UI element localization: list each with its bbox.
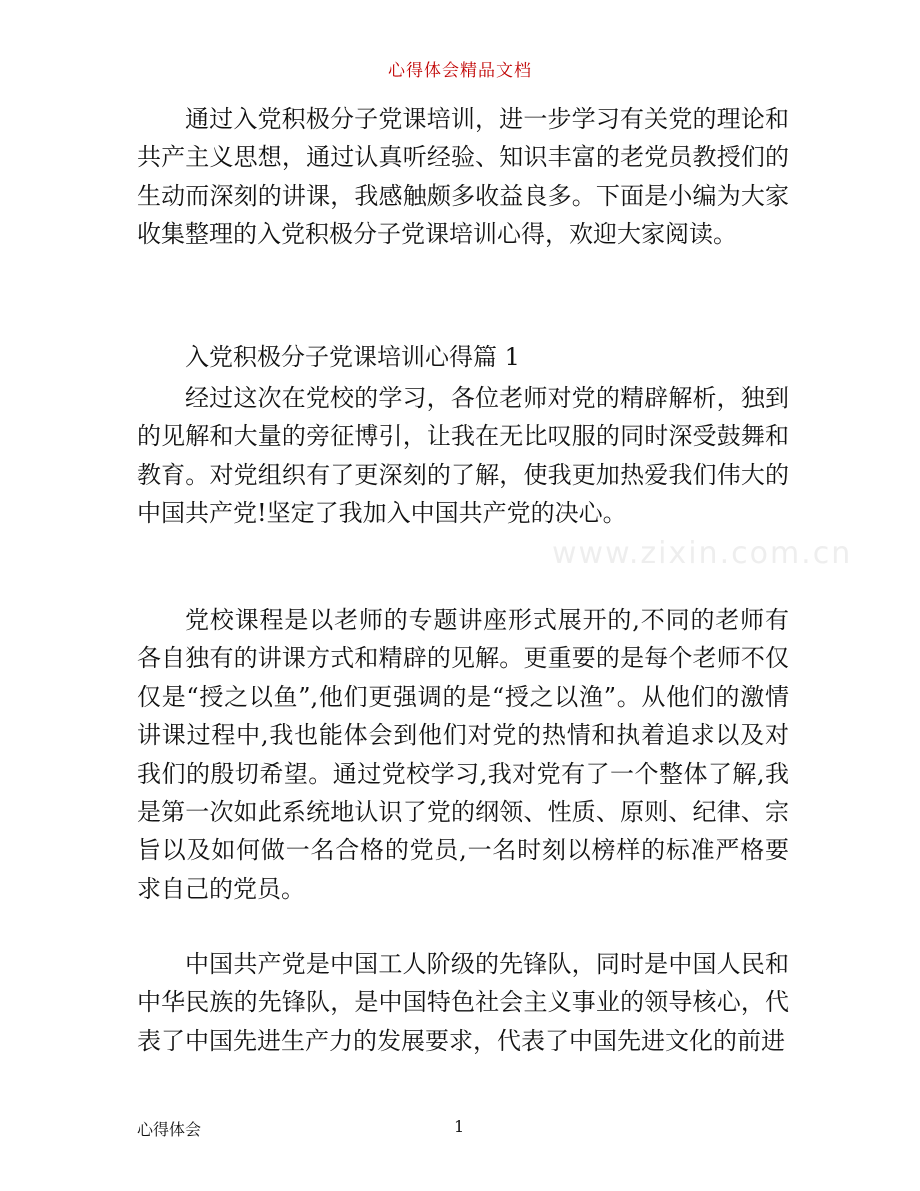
body-paragraph-2: 党校课程是以老师的专题讲座形式展开的,不同的老师有各自独有的讲课方式和精辟的见解。更重要的是每个老师不仅仅是“授之以鱼”,他们更强调的是“授之以渔”。从他们的激情讲课过程中,我也能体会到他们对党的热情和执着追求以及对我们的殷切希望。通过党校学习,我对党有了一个整体了解,我是第一次如此系统地认识了党的纲领、性质、原则、纪律、宗旨以及如何做一名合格的党员,一名时刻以榜样的标准严格要求自己的党员。 [137, 606, 789, 903]
intro-paragraph: 通过入党积极分子党课培训，进一步学习有关党的理论和共产主义思想，通过认真听经验、知识丰富的老党员教授们的生动而深刻的讲课，我感触颇多收益良多。下面是小编为大家收集整理的入党积极分子党课培训心得，欢迎大家阅读。 [137, 105, 789, 249]
section-heading: 入党积极分子党课培训心得篇 1 [185, 343, 520, 371]
page-number: 1 [454, 1117, 465, 1136]
footer-label: 心得体会 [137, 1120, 202, 1139]
body-paragraph-1: 经过这次在党校的学习，各位老师对党的精辟解析，独到的见解和大量的旁征博引，让我在无比叹服的同时深受鼓舞和教育。对党组织有了更深刻的了解，使我更加热爱我们伟大的中国共产党!坚定了我加入中国共产党的决心。 [137, 384, 789, 528]
watermark: www.zixin.com.cn [552, 536, 853, 571]
body-paragraph-3: 中国共产党是中国工人阶级的先锋队，同时是中国人民和中华民族的先锋队，是中国特色社会主义事业的领导核心，代表了中国先进生产力的发展要求，代表了中国先进文化的前进 [137, 950, 789, 1055]
page-header-title: 心得体会精品文档 [388, 61, 532, 81]
